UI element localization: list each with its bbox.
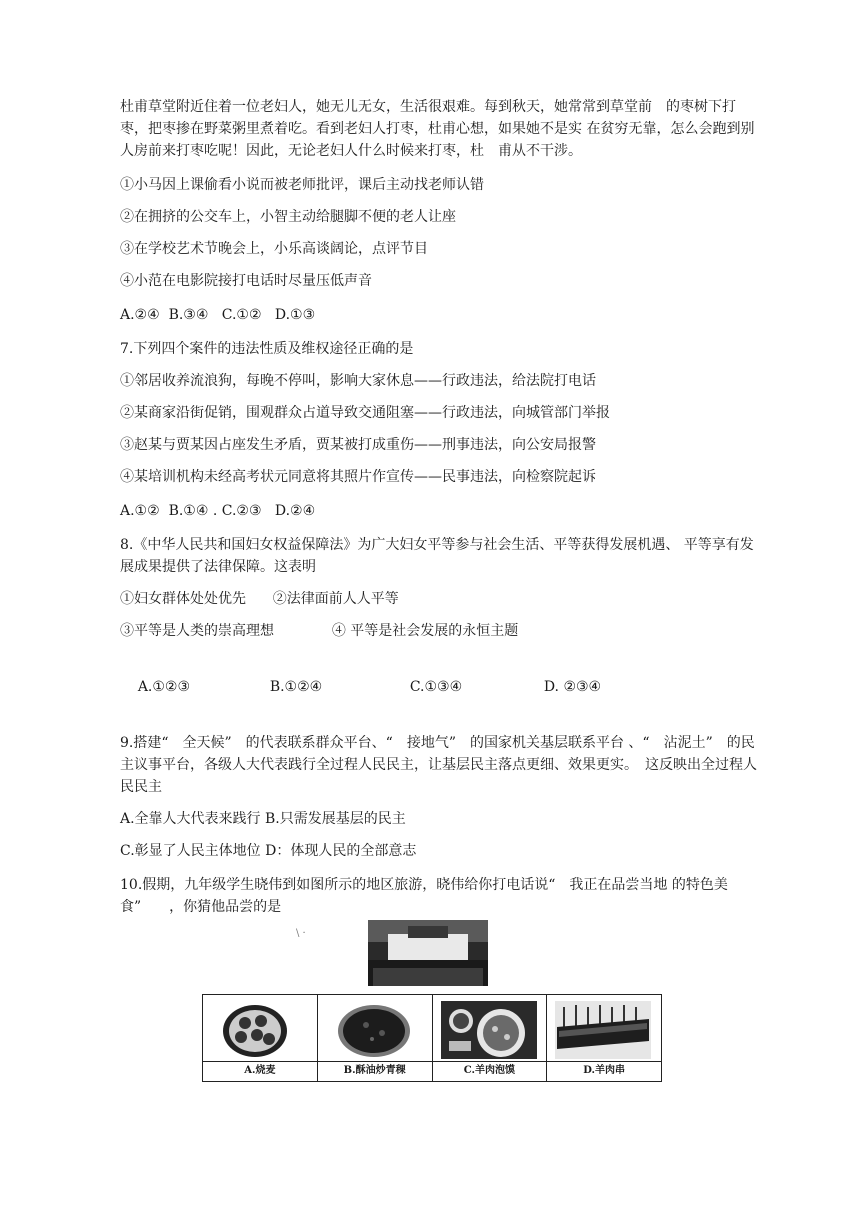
q7-item-1: ①邻居收养流浪狗，每晚不停叫，影响大家休息——行政违法，给法院打电话	[120, 373, 596, 389]
paomo-image	[441, 1001, 537, 1059]
q8-option-d: D. ②③④	[543, 679, 602, 695]
q6-item-4: ④小范在电影院接打电话时尽量压低声音	[120, 273, 372, 289]
q7-stem: 7.下列四个案件的违法性质及维权途径正确的是	[120, 341, 414, 357]
food-label-d: D.羊肉串	[547, 1061, 661, 1080]
q6-options: A.②④ B.③④ C.①② D.①③	[120, 307, 316, 323]
q8-options	[120, 654, 760, 720]
q6-item-2: ②在拥挤的公交车上，小智主动给腿脚不便的老人让座	[120, 209, 456, 225]
food-cell-b	[318, 995, 433, 1081]
q7-item-2: ②某商家沿街促销，围观群众占道导致交通阻塞——行政违法，向城管部门举报	[120, 405, 610, 421]
food-cell-c	[433, 995, 548, 1081]
q7-item-4: ④某培训机构未经高考状元同意将其照片作宣传——民事违法，向检察院起诉	[120, 469, 596, 485]
q9-options-row-2: C.彰显了人民主体地位 D：体现人民的全部意志	[120, 843, 417, 859]
landmark-photo	[368, 920, 488, 986]
q6-item-3: ③在学校艺术节晚会上，小乐高谈阔论，点评节目	[120, 241, 428, 257]
q9-options-row-1: A.全靠人大代表来践行 B.只需发展基层的民主	[120, 811, 406, 827]
q8-option-c: C.①③④	[409, 679, 463, 695]
kebab-image	[555, 1001, 651, 1059]
q7-options: A.①② B.①④ . C.②③ D.②④	[120, 503, 316, 519]
food-options-table	[202, 994, 662, 1082]
story-paragraph: 杜甫草堂附近住着一位老妇人，她无儿无女，生活很艰难。每到秋天，她常常到草堂前 的枣树下打 枣，把枣掺在野菜粥里煮着吃。看到老妇人打枣，杜甫心想，如果她不是实 在贫穷无靠，怎么会跑到别人房前来打枣吃呢！因此，无论老妇人什么时候来打枣，杜 甫从不干涉。	[120, 99, 755, 159]
scan-mark: \ ·	[296, 928, 306, 939]
food-label-b: B.酥油炒青稞	[318, 1061, 432, 1080]
q8-row-2: ③平等是人类的崇高理想 ④ 平等是社会发展的永恒主题	[120, 623, 519, 639]
q7-item-3: ③赵某与贾某因占座发生矛盾，贾某被打成重伤——刑事违法，向公安局报警	[120, 437, 596, 453]
food-cell-a	[203, 995, 318, 1081]
qingke-image	[326, 1001, 422, 1059]
shaomai-image	[211, 1001, 307, 1059]
q8-option-a: A.①②③	[137, 679, 191, 695]
food-label-a: A.烧麦	[203, 1061, 317, 1080]
q8-option-b: B.①②④	[269, 679, 323, 695]
food-label-c: C.羊肉泡馍	[433, 1061, 547, 1080]
q8-stem: 8.《中华人民共和国妇女权益保障法》为广大妇女平等参与社会生活、平等获得发展机遇、 平等享有发展成果提供了法律保障。这表明	[120, 537, 754, 575]
q8-row-1: ①妇女群体处处优先 ②法律面前人人平等	[120, 591, 399, 607]
q6-item-1: ①小马因上课偷看小说而被老师批评，课后主动找老师认错	[120, 177, 484, 193]
q10-stem: 10.假期，九年级学生晓伟到如图所示的地区旅游，晓伟给你打电话说“ 我正在品尝当地 的特色美食” ，你猜他品尝的是	[120, 877, 728, 915]
food-cell-d	[547, 995, 661, 1081]
q9-stem: 9.搭建“ 全天候” 的代表联系群众平台、“ 接地气” 的国家机关基层联系平台 、“ 沾泥土” 的民主议事平台，各级人大代表践行全过程人民民主，让基层民主落点更细、效果更实。 这反映出全过程人民民主	[120, 735, 757, 795]
exam-page	[120, 96, 760, 918]
